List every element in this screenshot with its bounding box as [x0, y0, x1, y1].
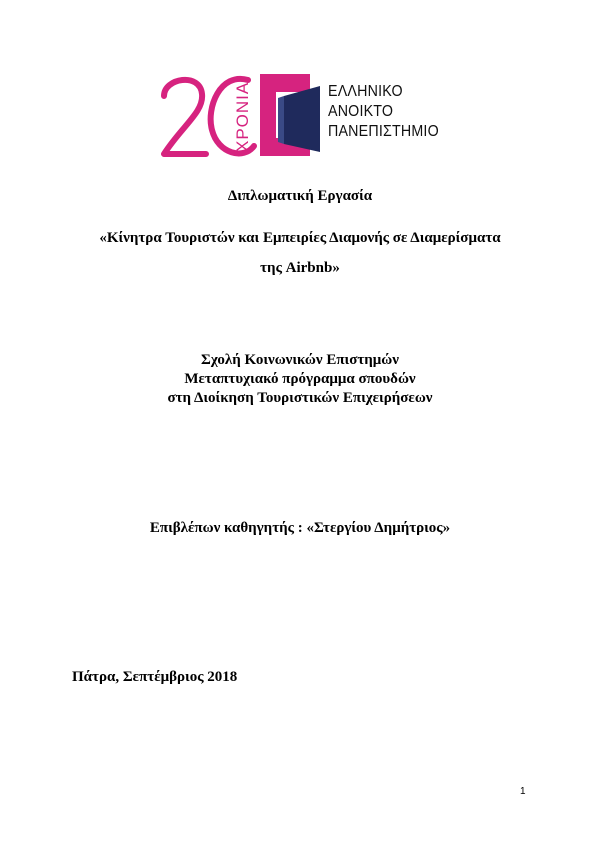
university-logo	[160, 68, 450, 160]
thesis-title-line-1: «Κίνητρα Τουριστών και Εμπειρίες Διαμονής σε Διαμερίσματα	[99, 230, 501, 246]
logo-digit-two	[164, 80, 206, 154]
program-line-1: Μεταπτυχιακό πρόγραμμα σπουδών	[184, 371, 416, 387]
logo-university-name	[328, 82, 439, 142]
logo-book-shape	[284, 86, 320, 152]
page-number: 1	[520, 786, 526, 797]
logo-years-word: ΧΡΟΝΙΑ	[233, 81, 252, 152]
program-line-2: στη Διοίκηση Τουριστικών Επιχειρήσεων	[167, 390, 433, 406]
thesis-title-line-2: της Airbnb»	[260, 260, 340, 276]
logo-name-line: ΠΑΝΕΠΙΣΤΗΜΙΟ	[328, 123, 439, 140]
logo-name-line: ΕΛΛΗΝΙΚΟ	[328, 83, 403, 100]
school-name: Σχολή Κοινωνικών Επιστημών	[201, 352, 399, 368]
document-type-label: Διπλωματική Εργασία	[227, 188, 373, 204]
supervisor-line: Επιβλέπων καθηγητής : «Στεργίου Δημήτριος»	[149, 520, 451, 536]
place-date: Πάτρα, Σεπτέμβριος 2018	[72, 669, 238, 685]
logo-name-line: ΑΝΟΙΚΤΟ	[328, 103, 394, 120]
